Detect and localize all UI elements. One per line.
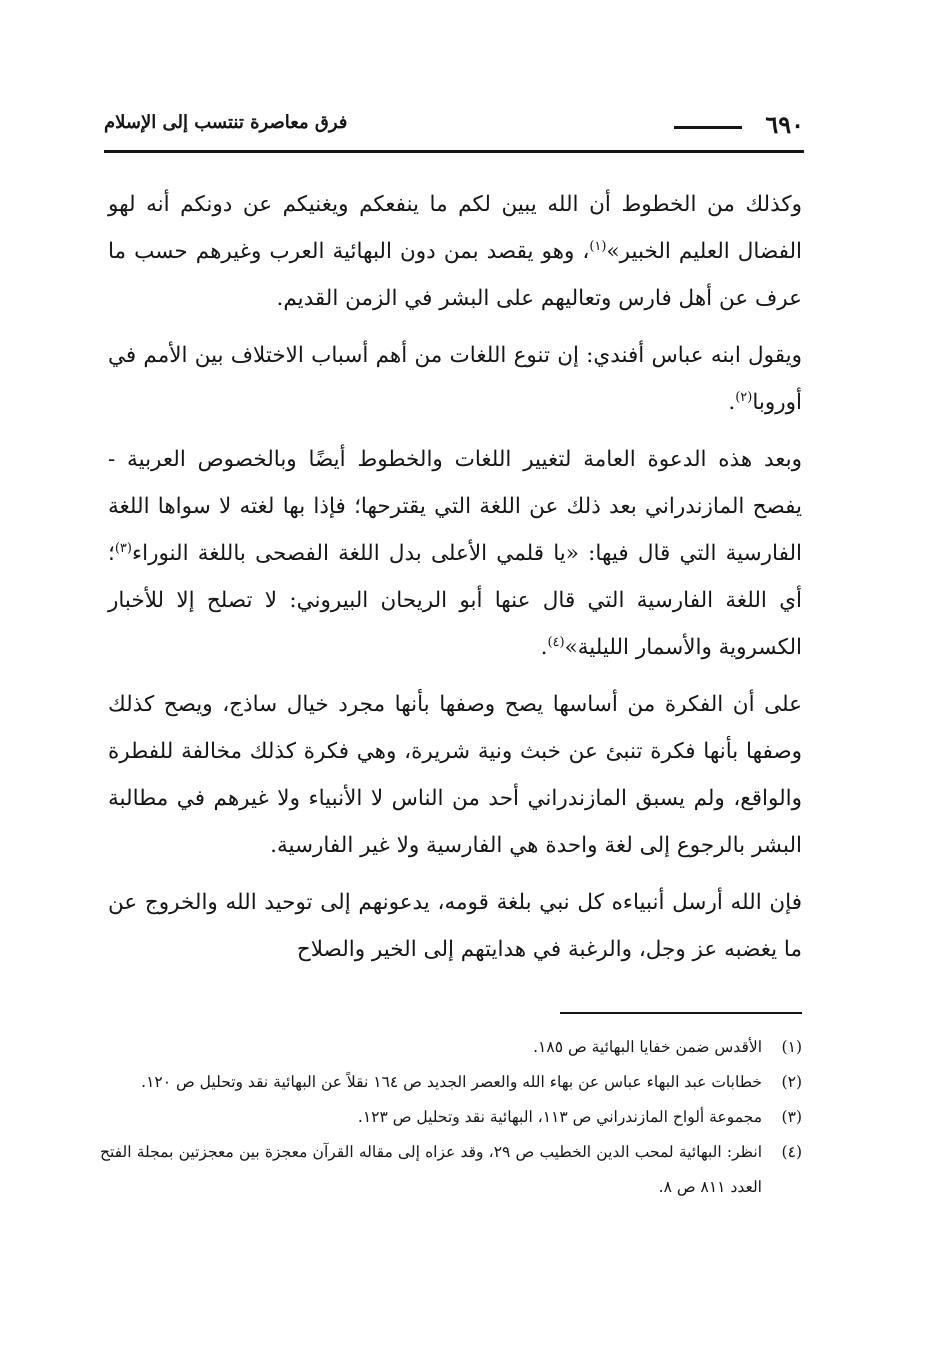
page-number: ٦٩٠ [765,110,804,139]
paragraph-text: ويقول ابنه عباس أفندي: إن تنوع اللغات من أهم أسباب الاختلاف بين الأمم في أوروبا [108,343,802,415]
footnote-number: (٤) [781,1143,802,1161]
footnote-1 [100,1030,802,1065]
paragraph-3 [108,436,802,671]
footnote-reference-1: (١) [589,238,607,254]
running-title: فرق معاصرة تنتسب إلى الإسلام [104,112,348,133]
paragraph-text: . [728,390,736,415]
paragraph-text: على أن الفكرة من أساسها يصح وصفها بأنها مجرد خيال ساذج، ويصح كذلك وصفها بأنها فكرة تنبئ عن خبث ونية شريرة، وهي فكرة كذلك مخالفة للفطرة والواقع، ولم يسبق المازندراني أحد من الناس لا الأنبياء ولا غيرهم في مطالبة البشر بالرجوع إلى لغة واحدة هي الفارسية ولا غير الفارسية. [108,692,802,858]
paragraph-2 [108,332,802,426]
footnote-reference-3: (٣) [114,540,132,556]
paragraph-text: وبعد هذه الدعوة العامة لتغيير اللغات والخطوط أيضًا وبالخصوص العربية - يفصح المازندراني بعد ذلك عن اللغة التي يقترحها؛ فإذا بها لغته لا سواها اللغة الفارسية التي قال فيها: «يا قلمي الأعلى بدل اللغة الفصحى باللغة النوراء [108,447,802,566]
header-dash [674,126,742,129]
paragraph-4 [108,681,802,869]
header-rule [104,150,804,153]
footnote-text: الأقدس ضمن خفايا البهائية ص ١٨٥. [533,1038,762,1056]
footnote-number: (٣) [781,1108,802,1126]
paragraph-5 [108,879,802,973]
paragraph-text: ، وهو يقصد بمن دون البهائية العرب وغيرهم حسب ما عرف عن أهل فارس وتعاليهم على البشر في الزمن القديم. [108,239,802,311]
footnote-number: (٢) [781,1073,802,1091]
footnote-text: انظر: البهائية لمحب الدين الخطيب ص ٢٩، وقد عزاه إلى مقاله القرآن معجزة بين معجزتين بمجلة الفتح العدد ٨١١ ص ٨. [100,1143,763,1196]
footnote-2 [100,1065,802,1100]
page-header [104,108,804,148]
body-text [108,181,802,973]
paragraph-text: ؛ أي اللغة الفارسية التي قال عنها أبو الريحان البيروني: لا تصلح إلا للأخبار الكسروية والأسمار الليلية» [108,541,802,660]
footnote-text: مجموعة ألواح المازندراني ص ١١٣، البهائية نقد وتحليل ص ١٢٣. [357,1108,762,1126]
paragraph-1 [108,181,802,322]
footnote-text: خطابات عبد البهاء عباس عن بهاء الله والعصر الجديد ص ١٦٤ نقلاً عن البهائية نقد وتحليل ص ١٢٠. [141,1073,762,1091]
paragraph-text: وكذلك من الخطوط أن الله يبين لكم ما ينفعكم ويغنيكم عن دونكم أنه لهو الفضال العليم الخبير» [108,192,802,264]
paragraph-text: . [540,635,548,660]
footnote-3 [100,1100,802,1135]
footnote-number: (١) [781,1038,802,1056]
footnote-rule [560,1012,802,1014]
footnote-reference-4: (٤) [547,634,565,650]
footnotes [100,1030,802,1205]
footnote-4 [100,1135,802,1205]
paragraph-text: فإن الله أرسل أنبياءه كل نبي بلغة قومه، يدعونهم إلى توحيد الله والخروج عن ما يغضبه عز وجل، والرغبة في هدايتهم إلى الخير والصلاح [108,890,802,962]
footnote-reference-2: (٢) [735,389,753,405]
